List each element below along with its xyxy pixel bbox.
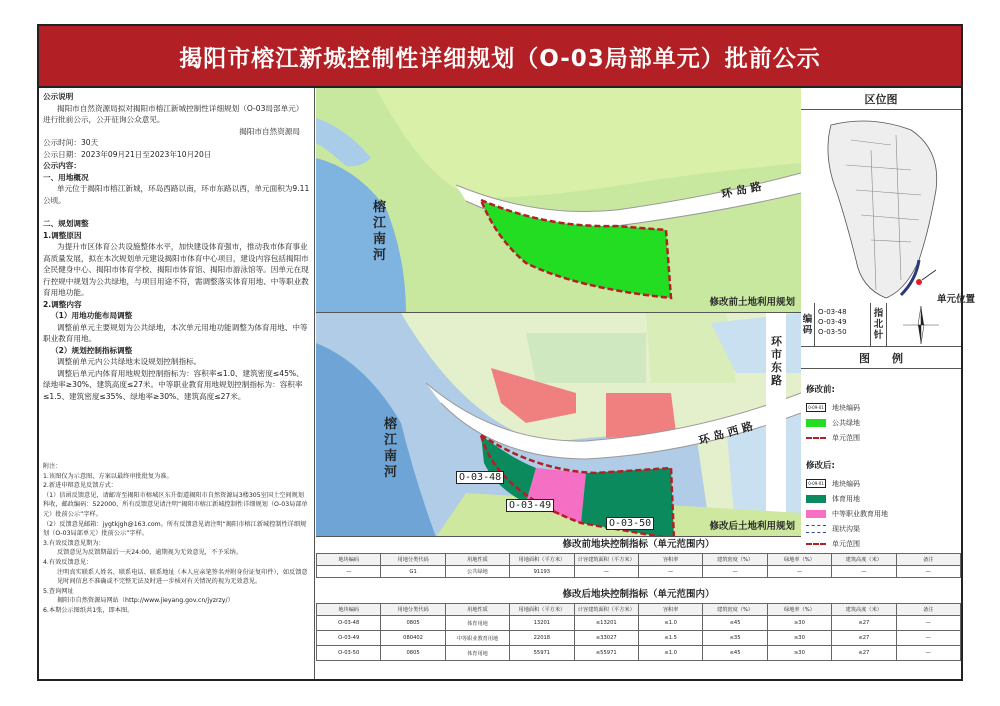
legend-after-heading: 修改后: [806, 461, 835, 471]
table-row: O-03-48 0805 体育用地 13201 ≤13201 ≤1.0 ≤45 ≥30 ≤27 — [317, 616, 961, 631]
note-item: 反馈意见为反馈期最后一天24:00，逾期视为无效意见，不予采纳。 [57, 549, 242, 557]
content-heading: 公示内容： [43, 161, 81, 170]
table-before: 地块编码 用地分类代码 用地性质 用地面积（平方米） 计容建筑面积（平方米） 容积率 建筑密度（%） 绿地率（%） 建筑高度（米） 备注 — G1 公共绿地 91193 — — — — — — [316, 553, 961, 578]
section2-title: 二、规划调整 [43, 219, 89, 228]
table-row: — G1 公共绿地 91193 — — — — — — [317, 566, 961, 578]
section2-1-body: 为提升市区体育公共设施整体水平，加快建设体育强市，推动我市体育事业高质量发展，拟在本次规划单元建设揭阳市体育中心项目，建设内容包括揭阳市全民健身中心、揭阳市体育学校、揭阳市体育馆、揭阳市游泳馆等。因单元在现行控规中规划为公共绿地，与项目用途不符，需调整落实体育用地、中等职业教育用地功能。 [43, 242, 309, 297]
unit-location-label: 单元位置 [937, 294, 976, 305]
legend-item: 公共绿地 [806, 415, 956, 430]
section2-2a-body: 调整前单元主要规划为公共绿地，本次单元用地功能调整为体育用地、中等职业教育用地。 [43, 322, 308, 343]
notice-dates: 公示日期：2023年09月21日至2023年10月20日 [43, 149, 212, 159]
notice-issuer: 揭阳市自然资源局 [239, 126, 300, 136]
legend-item: 体育用地 [806, 491, 956, 506]
map-after [316, 313, 801, 537]
notes-heading: 附注： [43, 463, 62, 470]
notice-body: 揭阳市自然资源局拟对揭阳市榕江新城控制性详细规划（O-03局部单元）进行批前公示，公开征询公众意见。 [43, 103, 304, 124]
note-item: 2.新进申辩意见反馈方式： [43, 482, 117, 490]
parcel-label: O-03-48 [456, 471, 504, 484]
legend-item: 0-09-01 地块编码 [806, 476, 956, 491]
section1-title: 一、用地概况 [43, 172, 89, 182]
note-item: 3.有效反馈意见期为： [43, 539, 105, 547]
north-label: 指北针 [871, 303, 887, 346]
parcel-label: O-03-49 [506, 499, 554, 512]
section2-2-title: 2.调整内容 [43, 299, 82, 309]
legend-before-heading: 修改前: [806, 385, 835, 395]
location-heading: 区位图 [801, 88, 961, 110]
section2-2b-body2: 调整后单元内体育用地规划控制指标为：容积率≤1.0、建筑密度≤45%、绿地率≥30%、建筑高度≤27米。中等职业教育用地规划控制指标为：容积率≤1.5、建筑密度≤35%、绿地率≥30%、建筑高度≤27米。 [43, 368, 304, 401]
notes-block [43, 462, 309, 616]
code-label: 编码 [801, 303, 815, 346]
note-item: 5.查询网址 [43, 587, 74, 595]
parcel-label: O-03-50 [606, 517, 654, 530]
code-list: O-03-48 O-03-49 O-03-50 [815, 303, 871, 346]
note-item: 注明真实联系人姓名、联系电话、联系地址（本人应亲笔签名并附身份证复印件），如反馈意见时间信息不准确或不完整无法及时进一步核对有关情况的视为无效意见。 [57, 568, 308, 586]
road2-label: 环 市 东 路 [771, 335, 782, 387]
table-before-caption: 修改前地块控制指标（单元范围内） [562, 539, 715, 550]
codes-north-row [801, 303, 961, 347]
note-item: 揭阳市自然资源局网站（http://www.jieyang.gov.cn/jyzrzy/） [57, 597, 234, 605]
notice-duration: 公示时间：30天 [43, 138, 99, 147]
section2-2b-body1: 调整前单元内公共绿地未设规划控制指标。 [57, 357, 202, 366]
side-panel [801, 88, 976, 548]
map-before [316, 88, 801, 313]
table-row: O-03-49 080402 中等职业教育用地 22018 ≤33027 ≤1.5 ≤35 ≥30 ≤27 — [317, 631, 961, 646]
notice-heading: 公示说明 [43, 92, 74, 101]
road-label: 环 岛 西 路 [697, 419, 755, 448]
table-after: 地块编码 用地分类代码 用地性质 用地面积（平方米） 计容建筑面积（平方米） 容积率 建筑密度（%） 绿地率（%） 建筑高度（米） 备注 O-03-48 0805 体育用地 13201 ≤13201 ≤1.0 ≤45 ≥30 ≤27 — O-03-49 080402 中等职业教育用地 22018 ≤33027 ≤1.5 ≤35 ≥30 ≤27 — O-03-50 0805 体育用地 55971 ≤55971 ≤1.0 ≤45 ≥30 ≤27 — [316, 603, 961, 661]
map-before-caption: 修改前土地利用规划 [709, 297, 795, 308]
page-title: 揭阳市榕江新城控制性详细规划（O-03局部单元）批前公示 [39, 26, 961, 88]
notice-board [37, 24, 976, 681]
legend-heading: 图 例 [801, 347, 961, 369]
section2-1-title: 1.调整原因 [43, 230, 82, 240]
map-after-caption: 修改后土地利用规划 [709, 521, 795, 532]
note-item: 4.有效反馈意见： [43, 558, 93, 566]
legend-item: 0-09-01 地块编码 [806, 400, 956, 415]
location-map [801, 110, 976, 305]
note-item: （1）信函反馈意见，请邮寄至揭阳市榕城区东升街道揭阳市自然资源局3楼305室国土空间规划科收，邮政编码：522000，所有反馈意见请注明“揭阳市榕江新城控制性详细规划（O-03局部单元）批前公示”字样。 [43, 491, 308, 518]
indicator-tables [316, 537, 961, 679]
section2-2b-title: （2）规划控制指标调整 [51, 345, 133, 355]
table-after-caption: 修改后地块控制指标（单元范围内） [562, 589, 715, 600]
note-item: 1.该图仅为示意图，方案以最终审批批复为准。 [43, 472, 173, 480]
road-label: 环 岛 路 [720, 179, 763, 202]
legend-item: 现状沟渠 [806, 521, 956, 536]
table-row: O-03-50 0805 体育用地 55971 ≤55971 ≤1.0 ≤45 ≥30 ≤27 — [317, 646, 961, 661]
section2-2a-title: （1）用地功能布局调整 [51, 311, 133, 320]
river-label: 榕 江 南 河 [384, 417, 398, 480]
legend [801, 369, 961, 557]
legend-item: 单元范围 [806, 536, 956, 551]
note-item: （2）反馈意见邮箱：jygtkjgh@163.com。所有反馈意见请注明“揭阳市榕江新城控制性详细规划（O-03局部单元）批前公示”字样。 [43, 520, 307, 538]
river-label: 榕 江 南 河 [373, 200, 387, 263]
section1-body: 单元位于揭阳市榕江新城，环岛西路以南，环市东路以西，单元面积为9.11公顷。 [43, 184, 310, 205]
notice-text-panel [39, 88, 315, 679]
note-item: 6.本期公示图纸共1张，即本图。 [43, 606, 134, 614]
legend-item: 中等职业教育用地 [806, 506, 956, 521]
north-arrow-icon [887, 303, 961, 346]
legend-item: 单元范围 [806, 430, 956, 445]
